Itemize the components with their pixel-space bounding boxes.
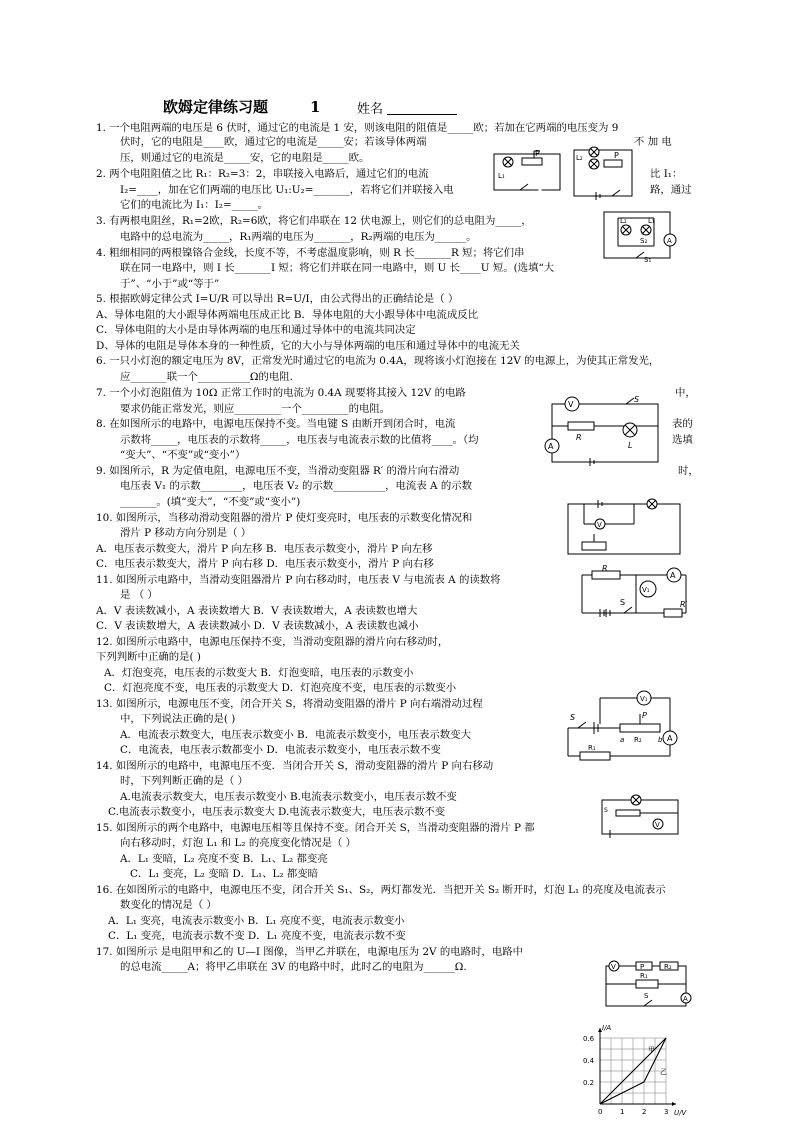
label-s-q8: S (634, 395, 640, 404)
label-s2: S₂ (640, 237, 648, 245)
q7-line2: 要求仍能正常发光，则应_________一个_________的电阻。 (120, 403, 391, 415)
label-a-q13: A (667, 734, 673, 743)
x-tick-label: 3 (664, 1108, 669, 1116)
q1-line2-right: 不 加 电 (634, 136, 672, 148)
q1-line3: 压，则通过它的电流是_____安，它的电阻是_____欧。 (120, 152, 370, 164)
y-tick-label: 0.6 (583, 1035, 595, 1043)
q13-option-ab: A．电流表示数变大，电压表示数变小 B．电流表示数变小，电压表示数变大 (120, 729, 471, 741)
q16-option-ab: A．L₁ 变亮，电流表示数变小 B．L₁ 亮度不变，电流表示数变小 (108, 915, 405, 927)
q17-line1: 17. 如图所示 是电阻甲和乙的 U—I 图像，当甲乙并联在，电源电压为 2V 的电路时，电路中 (96, 946, 523, 958)
q12-line2: 下列判断中正确的是( ) (96, 651, 201, 663)
q12-option-ab: A．灯泡变亮，电压表的示数变大 B．灯泡变暗，电压表的示数变小 (104, 667, 414, 679)
y-axis-label: I/A (602, 1024, 612, 1032)
worksheet-number: 1 (310, 98, 321, 116)
q1-line2: 伏时，它的电阻是____欧，通过它的电流是_____安；若该导体两端 (120, 136, 427, 148)
q4-line2: 联在同一电路中，则 I 长_______I 短；将它们并联在同一电路中，则 U 长____U 短。(选填“大 (120, 262, 555, 274)
y-tick-label: 0.2 (583, 1079, 595, 1087)
label-s-q17: S (644, 992, 649, 1000)
x-tick-label: 0 (598, 1108, 603, 1116)
q8-line1-right: 表的 (672, 418, 693, 430)
q13-option-cd: C．电流表，电压表示数都变小 D．电流表示数变小，电压表示数不变 (120, 744, 441, 756)
q13-line2: 中，下列说法正确的是( ) (120, 713, 236, 725)
q11-line1: 11. 如图所示电路中，当滑动变阻器滑片 P 向右移动时，电压表 V 与电流表 A 的读数将 (96, 574, 501, 586)
q5-option-ab: A、导体电阻的大小跟导体两端电压成正比 B．导体电阻的大小跟导体中电流成反比 (96, 309, 479, 321)
q10-option-cd: C．电压表示数变大，滑片 P 向右移 D．电压表示数变小，滑片 P 向右移 (96, 558, 434, 570)
circuit-figure-q10 (558, 498, 688, 560)
label-rp-q11: R′ (680, 600, 688, 609)
q5-option-c: C．导体电阻的大小是由导体两端的电压和通过导体中的电流共同决定 (96, 324, 416, 336)
q15-option-cd: C．L₁ 变亮，L₂ 变暗 D．L₁、L₂ 都变暗 (130, 868, 319, 880)
q16-line2: 数变化的情况是（ ） (120, 899, 217, 911)
label-v1-q13: V₁ (640, 695, 648, 703)
label-r1-q13: R₁ (588, 744, 596, 752)
label-p-q17: P (640, 963, 645, 971)
q2-line2: I₂=____，加在它们两端的电压比 U₁:U₂=_______，若将它们并联接入电 (120, 184, 454, 196)
q9-line1-right: 时， (678, 465, 699, 477)
q9-line2: 电压表 V₁ 的示数________，电压表 V₂ 的示数__________，电流表 A 的示数 (120, 480, 472, 492)
label-l2-q3: L₂ (620, 217, 627, 225)
q8-line1: 8. 在如图所示的电路中，电源电压保持不变。当电键 S 由断开到闭合时，电流 (96, 418, 456, 430)
label-r-q11: R (602, 564, 608, 573)
q6-line2: 应_______联一个__________Ω的电阻. (120, 371, 293, 383)
circuit-figure-q14 (596, 790, 686, 840)
worksheet-title: 欧姆定律练习题 (163, 98, 269, 116)
q11-line2: 是 （ ） (120, 589, 158, 601)
q9-line1: 9. 如图所示，R 为定值电阻，电源电压不变，当滑动变阻器 R′ 的滑片向右滑动 (96, 465, 460, 477)
q2-line1-right: 比 I₁： (650, 168, 683, 180)
label-l1: L₁ (498, 172, 505, 180)
q7-line1-right: 中， (675, 387, 696, 399)
q8-line3: “变大”、“不变”或“变小”） (120, 449, 246, 461)
label-l1-q3: L₁ (648, 217, 655, 225)
label-v-q8: V (568, 400, 574, 409)
label-s-q11: S (620, 598, 626, 607)
name-label: 姓名 (357, 102, 384, 117)
q8-line2: 示数将_____，电压表的示数将_____，电压表与电流表示数的比值将____。（均 (120, 434, 479, 446)
label-r2-q17: R₂ (664, 963, 672, 971)
q11-option-cd: C．V 表读数增大，A 表读数减小 D．V 表读数减小，A 表读数也减小 (96, 620, 419, 632)
label-s-q14: S (604, 807, 608, 814)
q10-line1: 10. 如图所示，当移动滑动变阻器的滑片 P 使灯变亮时，电压表的示数变化情况和 (96, 512, 473, 524)
q7-line1: 7. 一个小灯泡阻值为 10Ω 正常工作时的电流为 0.4A 现要将其接入 12V 的电路 (96, 387, 466, 399)
label-p-q13: P (642, 711, 647, 720)
q16-option-cd: C．L₁ 变亮，电流表示数不变 D．L₁ 亮度不变，电流表示数不变 (108, 930, 406, 942)
q14-line2: 时，下列判断正确的是（ ） (120, 775, 248, 787)
q5-option-d: D、导体的电阻是导体本身的一种性质，它的大小与导体两端的电压和通过导体中的电流无关 (96, 340, 520, 352)
label-l-q8: L (628, 441, 633, 450)
label-p: P (535, 149, 540, 158)
q13-line1: 13. 如图所示，电源电压不变，闭合开关 S，将滑动变阻器的滑片 P 向右端滑动过程 (96, 698, 483, 710)
label-v-q14: V (655, 821, 660, 829)
q16-line1: 16. 在如图所示的电路中，电源电压不变，闭合开关 S₁、S₂，两灯都发光．当把开关 S₂ 断开时，灯泡 L₁ 的亮度及电流表示 (96, 884, 666, 896)
circuit-figure-q13 (560, 688, 682, 768)
q4-line1: 4. 粗细相同的两根镍铬合金线，长度不等，不考虑温度影响，则 R 长_______R 短；将它们串 (96, 247, 525, 259)
q4-line3: 于”、“小于”或“等于” (120, 278, 220, 290)
q14-line1: 14. 如图所示的电路中，电源电压不变．当闭合开关 S，滑动变阻器的滑片 P 向右移动 (96, 760, 494, 772)
q2-line3: 它们的电流比为 I₁：I₂=_____。 (120, 199, 269, 211)
label-v-q10: V (597, 521, 602, 529)
q17-line2: 的总电流_____A；将甲乙串联在 3V 的电路中时，此时乙的电阻为______Ω. (120, 961, 467, 973)
circuit-figure-q11 (576, 563, 694, 621)
label-r-q8: R (576, 433, 582, 442)
label-r1-q17: R₁ (640, 972, 648, 980)
q9-line3: _______。(填“变大”，“不变”或“变小”) (120, 496, 301, 508)
q10-option-ab: A．电压表示数变大，滑片 P 向左移 B．电压表示数变小，滑片 P 向左移 (96, 543, 433, 555)
q15-option-ab: A．L₁ 变暗，L₂ 亮度不变 B．L₁、L₂ 都变亮 (120, 853, 328, 865)
series-label-1: 甲 (648, 1046, 655, 1054)
circuit-figure-q17 (596, 956, 696, 1014)
label-s1: S₁ (644, 256, 652, 264)
label-a-q17: A (683, 995, 688, 1003)
q11-option-ab: A．V 表读数减小，A 表读数增大 B．V 表读数增大，A 表读数也增大 (96, 605, 418, 617)
label-pa-q13: a (620, 736, 625, 744)
circuit-figure-q2 (568, 146, 638, 200)
x-axis-label: U/V (674, 1109, 687, 1117)
circuit-figure-q8 (542, 396, 662, 468)
label-a-q8: A (548, 442, 554, 451)
label-l2: L₂ (576, 154, 583, 162)
q5-stem: 5. 根据欧姆定律公式 I=U/R 可以导出 R=U/I，由公式得出的正确结论是（ ） (96, 293, 459, 305)
q2-line2-right: 路，通过 (650, 184, 692, 196)
q3-line1: 3. 有两根电阻丝，R₁=2欧，R₂=6欧，将它们串联在 12 伏电源上，则它们的总电阻为_____， (96, 215, 532, 227)
q14-option-ab: A.电流表示数变大，电压表示数变小 B.电流表示数变小，电压表示数不变 (120, 791, 457, 803)
label-v1-q11: V₁ (642, 586, 650, 594)
q6-line1: 6. 一只小灯泡的额定电压为 8V，正常发光时通过它的电流为 0.4A，现将该小灯泡接在 12V 的电源上，为使其正常发光， (96, 355, 660, 367)
u-i-chart (578, 1022, 690, 1118)
circuit-figure-q1 (490, 148, 565, 193)
label-p-2: P (614, 151, 619, 160)
label-r2-q13: R₂ (634, 736, 642, 744)
circuit-figure-q3 (598, 206, 680, 262)
y-tick-label: 0.4 (583, 1057, 595, 1065)
q10-line2: 滑片 P 移动方向分别是（ ） (120, 527, 252, 539)
x-tick-label: 1 (620, 1108, 625, 1116)
q12-line1: 12. 如图所示电路中，电源电压保持不变，当滑动变阻器的滑片向右移动时， (96, 636, 449, 648)
q15-line2: 向右移动时，灯泡 L₁ 和 L₂ 的亮度变化情况是（ ） (120, 837, 357, 849)
q12-option-cd: C．灯泡亮度不变，电压表的示数变大 D．灯泡亮度不变，电压表的示数变小 (104, 682, 457, 694)
x-axis-arrow (672, 1102, 676, 1106)
series-label-2: 乙 (660, 1068, 667, 1076)
q14-option-cd: C.电流表示数变小，电压表示数变大 D.电流表示数变大，电压表示数不变 (108, 806, 446, 818)
label-s-q13: S (570, 713, 576, 722)
q3-line2: 电路中的总电流为_____，R₁两端的电压为_______，R₂两端的电压为______。 (120, 231, 477, 243)
label-a-q11: A (670, 571, 676, 580)
q2-line1: 2. 两个电阻阻值之比 R₁：R₂=3：2，串联接入电路后，通过它们的电流 (96, 168, 429, 180)
name-field[interactable] (387, 114, 457, 115)
label-a-q3: A (667, 237, 672, 245)
label-pb-q13: b (658, 736, 663, 744)
q8-line2-right: 选填 (672, 434, 693, 446)
x-tick-label: 2 (642, 1108, 647, 1116)
label-v-q17: V (611, 963, 616, 971)
q1-line1: 1. 一个电阻两端的电压是 6 伏时，通过它的电流是 1 安，则该电阻的阻值是_____欧；若加在它两端的电压变为 9 (96, 122, 619, 134)
q15-line1: 15. 如图所示的两个电路中，电源电压相等且保持不变。闭合开关 S，当滑动变阻器的滑片 P 都 (96, 822, 535, 834)
